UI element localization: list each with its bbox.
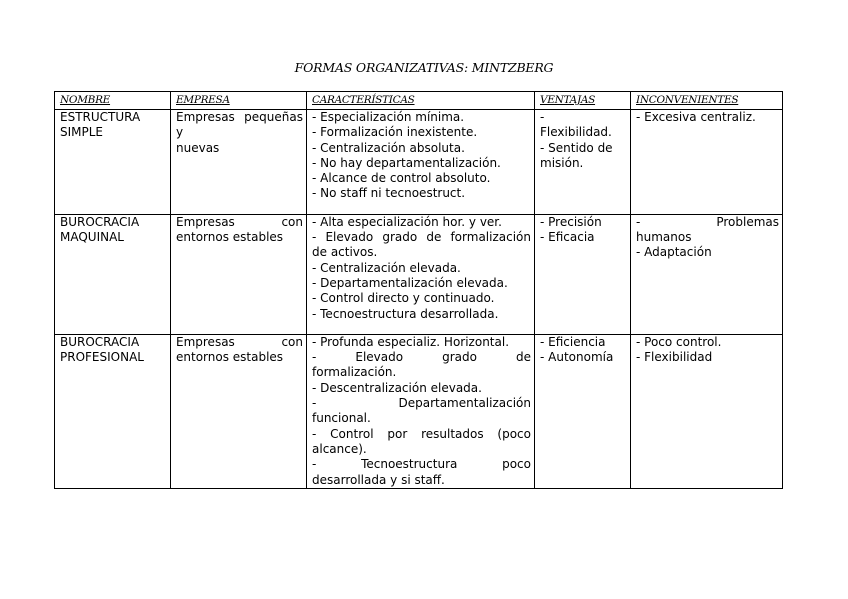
cell-nombre: BUROCRACIA MAQUINAL — [55, 214, 171, 334]
header-inconvenientes: INCONVENIENTES — [631, 92, 783, 110]
header-nombre: NOMBRE — [55, 92, 171, 110]
table-row — [55, 110, 783, 215]
organizational-forms-table — [54, 91, 783, 489]
header-caracteristicas: CARACTERÍSTICAS — [307, 92, 535, 110]
cell-nombre: BUROCRACIA PROFESIONAL — [55, 334, 171, 488]
table-row — [55, 214, 783, 334]
cell-caracteristicas: - Especialización mínima. - Formalización inexistente. - Centralización absoluta. - No hay departamentalización. - Alcance de control absoluto. - No staff ni tecnoestruct. — [307, 110, 535, 215]
cell-ventajas: - Precisión - Eficacia — [535, 214, 631, 334]
cell-ventajas: - Eficiencia - Autonomía — [535, 334, 631, 488]
cell-ventajas: - Flexibilidad. - Sentido de misión. — [535, 110, 631, 215]
cell-caracteristicas: - Profunda especializ. Horizontal. - Elevado grado de formalización. - Descentralización elevada. - Departamentalización funcional. - Control por resultados (poco alcance). - Tecnoestructura poco desarrollada y si staff. — [307, 334, 535, 488]
header-empresa: EMPRESA — [171, 92, 307, 110]
header-ventajas: VENTAJAS — [535, 92, 631, 110]
cell-caracteristicas: - Alta especialización hor. y ver. - Elevado grado de formalización de activos. - Centralización elevada. - Departamentalización elevada. - Control directo y continuado. - Tecnoestructura desarrollada. — [307, 214, 535, 334]
cell-empresa: Empresas con entornos estables — [171, 334, 307, 488]
page-title: FORMAS ORGANIZATIVAS: MINTZBERG — [294, 60, 554, 75]
cell-inconvenientes: - Excesiva centraliz. — [631, 110, 783, 215]
cell-inconvenientes: - Poco control. - Flexibilidad — [631, 334, 783, 488]
cell-nombre: ESTRUCTURA SIMPLE — [55, 110, 171, 215]
table-header-row — [55, 92, 783, 110]
cell-inconvenientes: - Problemas humanos - Adaptación — [631, 214, 783, 334]
cell-empresa: Empresas con entornos estables — [171, 214, 307, 334]
table-row — [55, 334, 783, 488]
cell-empresa: Empresas pequeñas y nuevas — [171, 110, 307, 215]
